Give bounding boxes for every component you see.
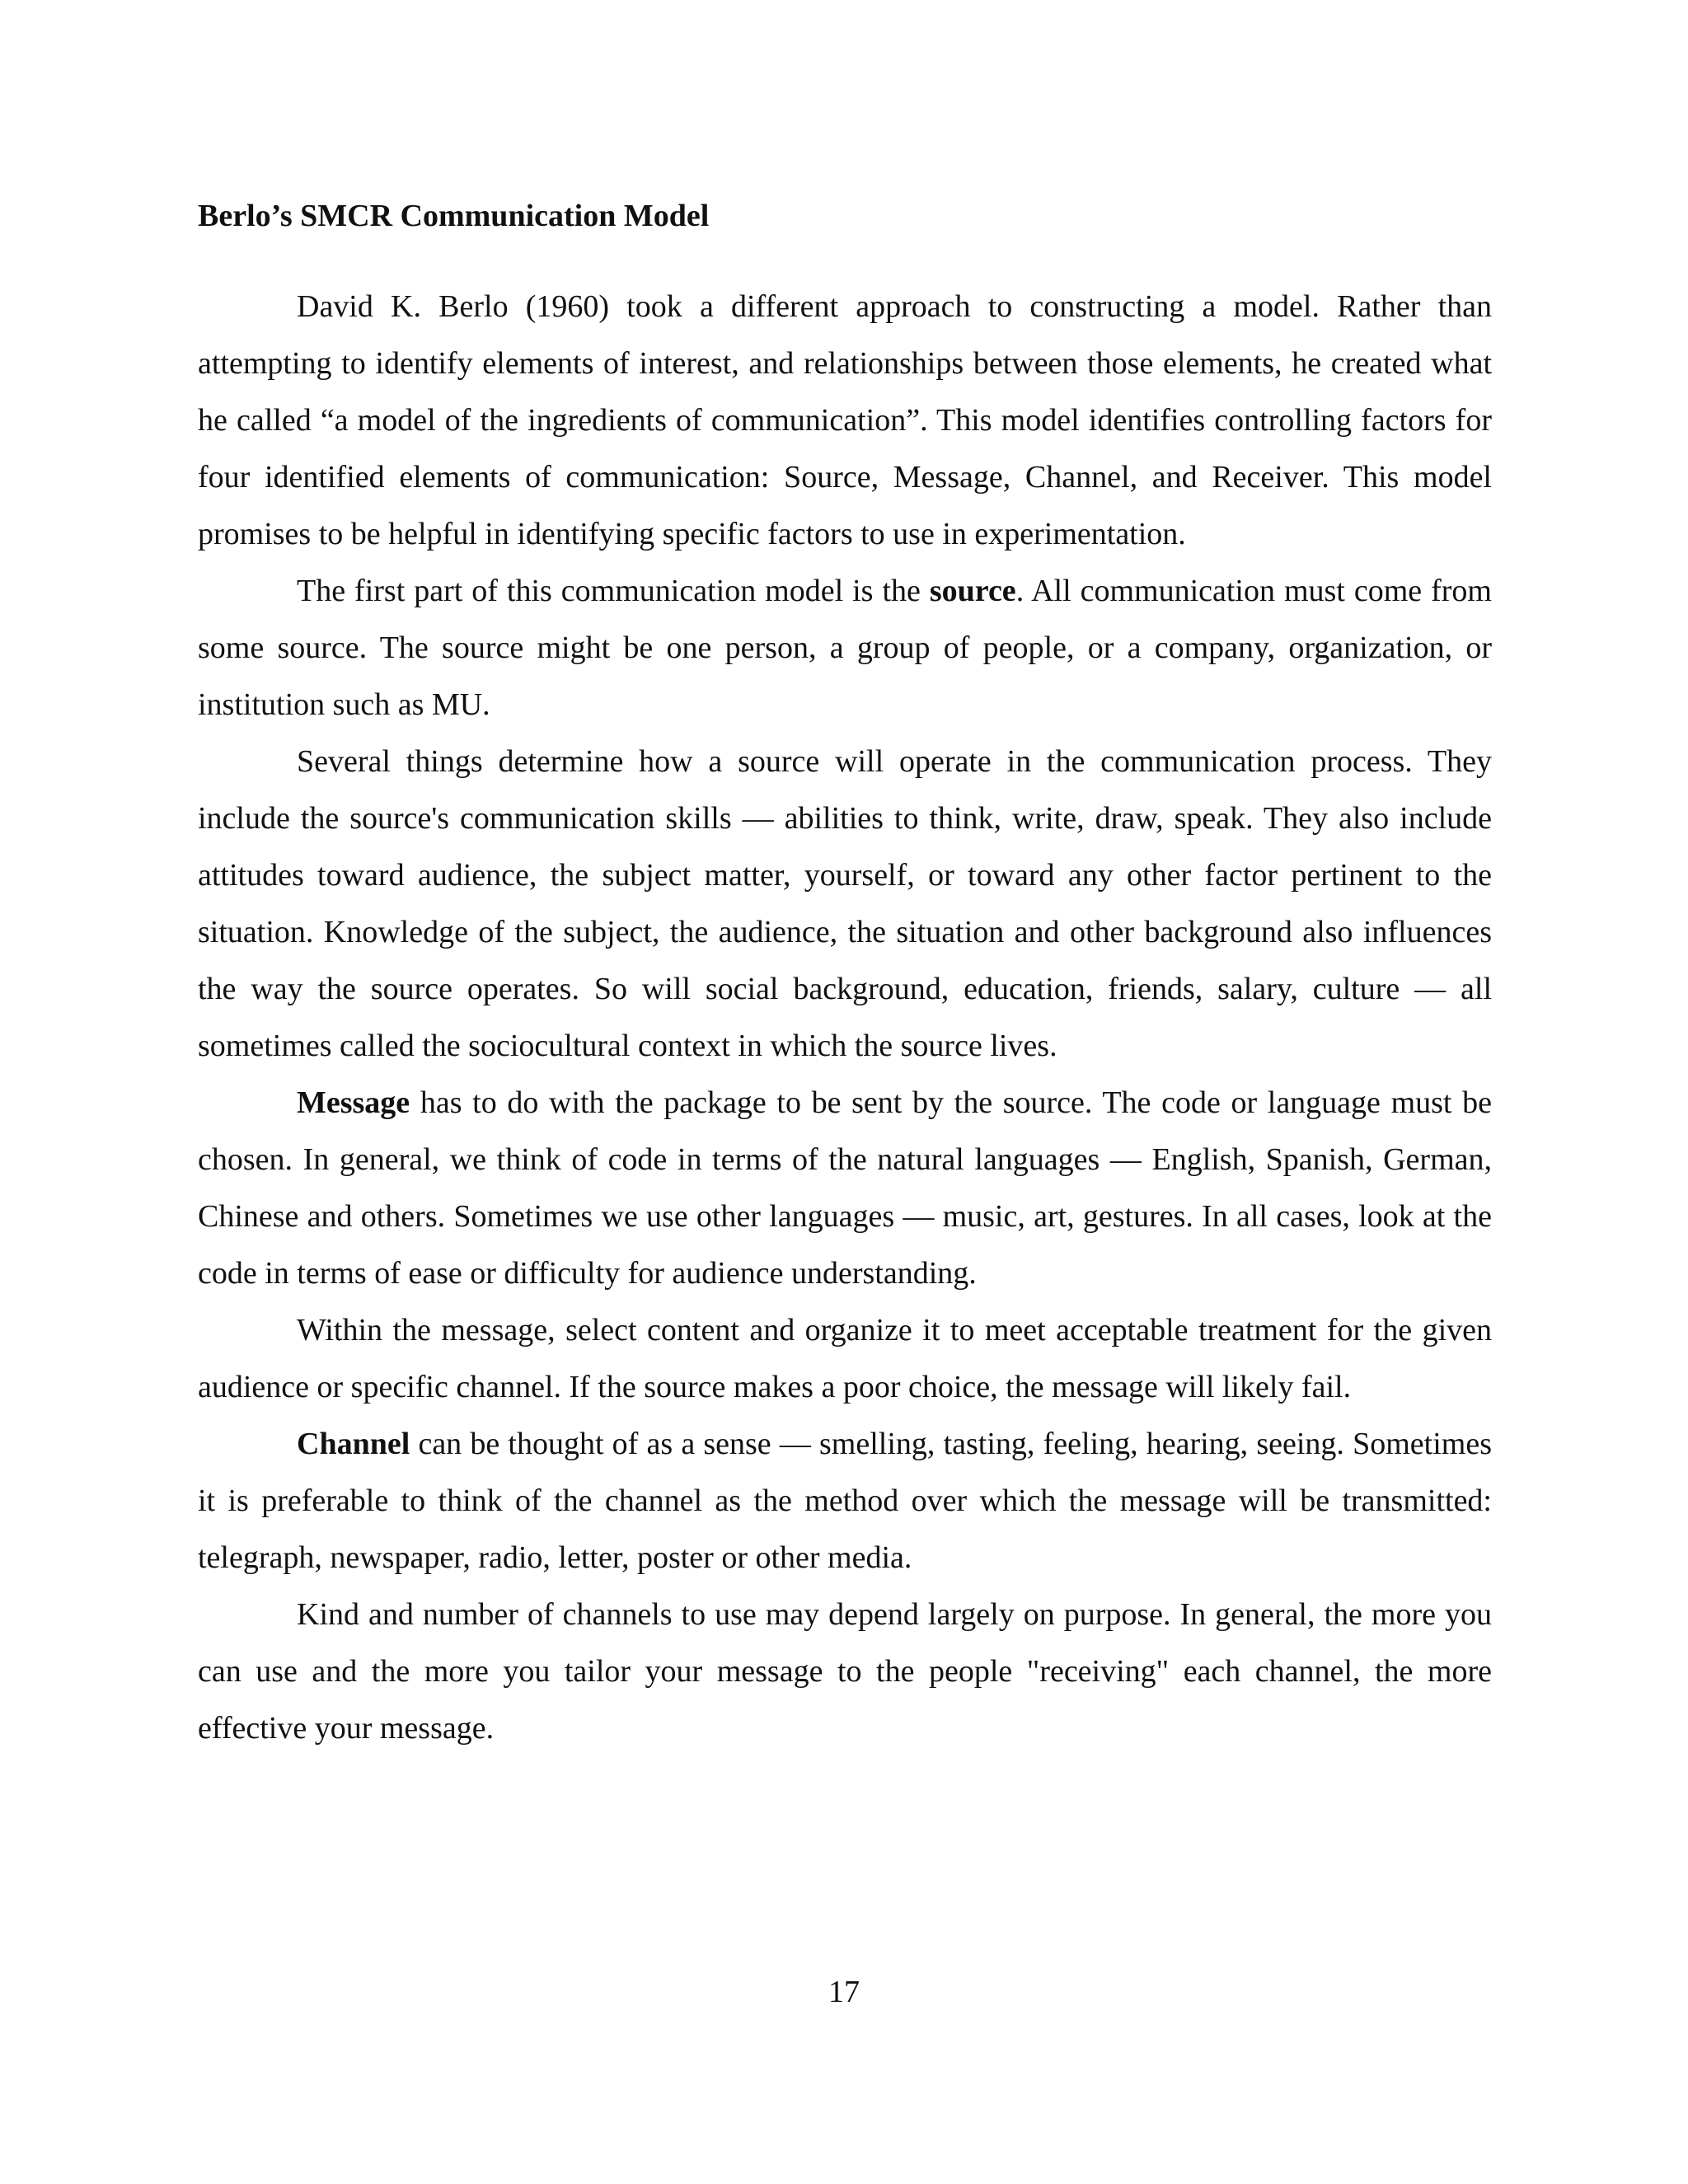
- paragraph-message-rest: has to do with the package to be sent by the source. The code or language must be chosen. In general, we think of code in terms of the natural languages — English, Spanish, German, Chinese and others. Sometimes we use other languages — music, art, gestures. In all cases, look at the code in terms of ease or difficulty for audience understanding.: [198, 1085, 1492, 1291]
- paragraph-channel: [198, 1416, 1492, 1586]
- term-channel: Channel: [297, 1427, 410, 1461]
- paragraph-channel-number: Kind and number of channels to use may depend largely on purpose. In general, the more you can use and the more you tailor your message to the people "receiving" each channel, the more effective your message.: [198, 1597, 1492, 1746]
- paragraph-source: [198, 563, 1492, 733]
- paragraph-source-rest: . All communication must come from some source. The source might be one person, a group of people, or a company, organization, or institution such as MU.: [198, 574, 1492, 722]
- paragraph-source-lead: The first part of this communication model is the: [297, 574, 930, 608]
- term-message: Message: [297, 1085, 410, 1120]
- paragraph-message: [198, 1075, 1492, 1302]
- page-number: 17: [828, 1975, 860, 2009]
- term-source: source: [929, 574, 1016, 608]
- body-text: [198, 279, 1492, 1757]
- paragraph-intro: David K. Berlo (1960) took a different approach to constructing a model. Rather than attempting to identify elements of interest, and relationships between those elements, he created what he called “a model of the ingredients of communication”. This model identifies controlling factors for four identified elements of communication: Source, Message, Channel, and Receiver. This model promises to be helpful in identifying specific factors to use in experimentation.: [198, 289, 1492, 551]
- paragraph-source-factors: Several things determine how a source will operate in the communication process. They include the source's communication skills — abilities to think, write, draw, speak. They also include attitudes toward audience, the subject matter, yourself, or toward any other factor pertinent to the situation. Knowledge of the subject, the audience, the situation and other background also influences the way the source operates. So will social background, education, friends, salary, culture — all sometimes called the sociocultural context in which the source lives.: [198, 744, 1492, 1063]
- paragraph-channel-rest: can be thought of as a sense — smelling, tasting, feeling, hearing, seeing. Sometimes it is preferable to think of the channel as the method over which the message will be transmitted: telegraph, newspaper, radio, letter, poster or other media.: [198, 1427, 1492, 1575]
- section-heading: Berlo’s SMCR Communication Model: [198, 199, 710, 233]
- paragraph-message-content: Within the message, select content and organize it to meet acceptable treatment for the given audience or specific channel. If the source makes a poor choice, the message will likely fail.: [198, 1313, 1492, 1404]
